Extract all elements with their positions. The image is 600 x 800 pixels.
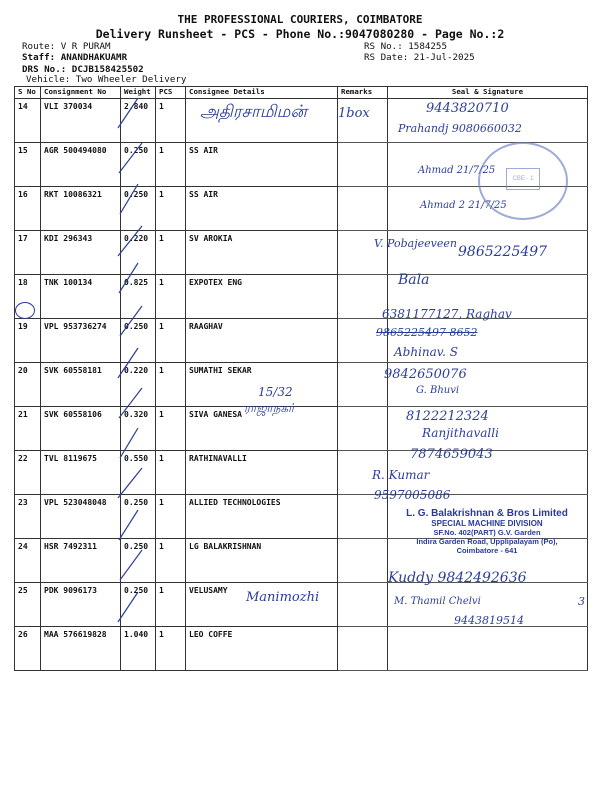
- row26-phone-handwriting: 9443819514: [454, 614, 524, 627]
- row-pcs: 1: [156, 407, 186, 451]
- row-sno: 25: [15, 583, 41, 627]
- row-consignment-no: SVK 60558106: [41, 407, 121, 451]
- row17-phone-handwriting: 9865225497: [458, 244, 548, 260]
- row14-consignee-handwriting: அதிரசாமிமன்: [200, 102, 307, 122]
- row23-phone-handwriting: 9597005086: [374, 488, 451, 502]
- stamp-division: SPECIAL MACHINE DIVISION: [431, 519, 543, 528]
- row-sno: 17: [15, 231, 41, 275]
- row-remarks: [338, 583, 388, 627]
- row-consignment-no: AGR 500494080: [41, 143, 121, 187]
- rs-date: RS Date: 21-Jul-2025: [364, 52, 475, 63]
- round-seal-stamp: [478, 142, 568, 220]
- row-sno: 18: [15, 275, 41, 319]
- row14-phone-handwriting: 9443820710: [426, 101, 509, 116]
- stamp-company-name: L. G. Balakrishnan & Bros Limited: [406, 508, 568, 519]
- row-consignment-no: MAA 576619828: [41, 627, 121, 671]
- col-consignment: Consignment No: [41, 87, 121, 99]
- table-row: [15, 319, 588, 363]
- row-weight: 0.320: [121, 407, 156, 451]
- row-remarks: [338, 539, 388, 583]
- row-consignee: RATHINAVALLI: [186, 451, 338, 495]
- row-pcs: 1: [156, 583, 186, 627]
- row-weight: 0.550: [121, 451, 156, 495]
- row-consignee: SS AIR: [186, 143, 338, 187]
- row-consignment-no: KDI 296343: [41, 231, 121, 275]
- row-weight: 0.250: [121, 187, 156, 231]
- row-weight: 0.250: [121, 495, 156, 539]
- row-sno: 16: [15, 187, 41, 231]
- row-consignment-no: TVL 8119675: [41, 451, 121, 495]
- row-sno: 24: [15, 539, 41, 583]
- row-remarks: [338, 627, 388, 671]
- row-pcs: 1: [156, 363, 186, 407]
- row14-signature: Prahandj 9080660032: [398, 122, 522, 135]
- row-weight: 0.250: [121, 539, 156, 583]
- row-pcs: 1: [156, 627, 186, 671]
- table-row: [15, 407, 588, 451]
- rs-number: RS No.: 1584255: [364, 41, 447, 52]
- row-consignee: VELUSAMY: [186, 583, 338, 627]
- row-weight: 0.250: [121, 583, 156, 627]
- row18-signature: Bala: [398, 272, 430, 288]
- row-consignee: SV AROKIA: [186, 231, 338, 275]
- row-remarks: [338, 363, 388, 407]
- row21-consignee-note2: ராஜாநகர்: [244, 401, 295, 415]
- table-row: [15, 363, 588, 407]
- stamp-line2: Indira Garden Road, Upplipalayam (Po),: [416, 537, 558, 546]
- row-sno: 26: [15, 627, 41, 671]
- row-pcs: 1: [156, 99, 186, 143]
- row21-consignee-note1: 15/32: [258, 385, 293, 399]
- row-sno: 19: [15, 319, 41, 363]
- col-weight: Weight: [121, 87, 156, 99]
- row21-phone-handwriting: 8122212324: [406, 409, 489, 424]
- row19-circle-mark: [15, 302, 35, 319]
- col-sno: S No: [15, 87, 41, 99]
- company-stamp: [382, 508, 592, 555]
- table-row: [15, 451, 588, 495]
- row-consignment-no: HSR 7492311: [41, 539, 121, 583]
- table-header-row: [15, 87, 588, 99]
- row-consignment-no: SVK 60558181: [41, 363, 121, 407]
- col-pcs: PCS: [156, 87, 186, 99]
- row-consignee: EXPOTEX ENG: [186, 275, 338, 319]
- row-weight: 0.220: [121, 363, 156, 407]
- row20-phone-handwriting: 9842650076: [384, 367, 467, 382]
- row-pcs: 1: [156, 275, 186, 319]
- row22-phone-handwriting: 7874659043: [410, 447, 493, 462]
- row17-signature: V. Pobajeeveen: [374, 237, 457, 250]
- row-pcs: 1: [156, 187, 186, 231]
- row-consignee: SUMATHI SEKAR: [186, 363, 338, 407]
- staff-label: Staff: ANANDHAKUAMR: [22, 52, 128, 63]
- row-weight: 0.825: [121, 275, 156, 319]
- row-remarks: [338, 275, 388, 319]
- row-sno: 14: [15, 99, 41, 143]
- row-consignee: SS AIR: [186, 187, 338, 231]
- row-sno: 20: [15, 363, 41, 407]
- row19-signature: 6381177127, Raghav: [382, 307, 512, 321]
- row-consignment-no: TNK 100134: [41, 275, 121, 319]
- row21-signature: G. Bhuvi: [416, 385, 460, 396]
- stamp-line1: SF.No. 402(PART) G.V. Garden: [433, 528, 541, 537]
- col-remarks: Remarks: [338, 87, 388, 99]
- row-remarks: [338, 187, 388, 231]
- drs-label: DRS No.: DCJB158425502: [22, 64, 144, 75]
- row26-signature: M. Thamil Chelvi: [394, 596, 481, 607]
- row-pcs: 1: [156, 451, 186, 495]
- row19-struck-text: 9865225497 8652: [376, 326, 478, 339]
- row15-signature: Ahmad 21/7/25: [418, 165, 496, 176]
- row-consignment-no: VPL 953736274: [41, 319, 121, 363]
- row26-consignee-note: Manimozhi: [246, 590, 320, 605]
- col-consignee: Consignee Details: [186, 87, 338, 99]
- row25-signature: Kuddy 9842492636: [388, 570, 527, 586]
- round-seal-text: CBE - 1: [506, 168, 540, 190]
- row-pcs: 1: [156, 231, 186, 275]
- row-consignment-no: VLI 370034: [41, 99, 121, 143]
- route-label: Route: V R PURAM: [22, 41, 111, 52]
- row-consignee: LG BALAKRISHNAN: [186, 539, 338, 583]
- row-sno: 23: [15, 495, 41, 539]
- row-sno: 15: [15, 143, 41, 187]
- row-consignee: RAAGHAV: [186, 319, 338, 363]
- company-title: THE PROFESSIONAL COURIERS, COIMBATORE: [177, 13, 423, 26]
- row-remarks: [338, 143, 388, 187]
- row-consignment-no: PDK 9096173: [41, 583, 121, 627]
- row-sno: 22: [15, 451, 41, 495]
- row-weight: 0.250: [121, 143, 156, 187]
- row-consignee: ALLIED TECHNOLOGIES: [186, 495, 338, 539]
- row20-signature: Abhinav. S: [394, 345, 459, 359]
- row-pcs: 1: [156, 539, 186, 583]
- row-seal-signature: [388, 627, 588, 671]
- row-pcs: 1: [156, 319, 186, 363]
- row-pcs: 1: [156, 495, 186, 539]
- col-seal: Seal & Signature: [388, 87, 588, 99]
- row-weight: 1.040: [121, 627, 156, 671]
- row16-signature: Ahmad 2 21/7/25: [420, 200, 507, 211]
- row-remarks: [338, 407, 388, 451]
- row-consignee: LEO COFFE: [186, 627, 338, 671]
- row-consignee: SIVA GANESA: [186, 407, 338, 451]
- row-sno: 21: [15, 407, 41, 451]
- row-weight: 2.840: [121, 99, 156, 143]
- row23-signature: R. Kumar: [372, 468, 430, 482]
- row26-number: 3: [578, 595, 585, 608]
- row-consignment-no: VPL 523048048: [41, 495, 121, 539]
- row-weight: 0.250: [121, 319, 156, 363]
- row-consignment-no: RKT 10086321: [41, 187, 121, 231]
- vehicle-label: Vehicle: Two Wheeler Delivery: [26, 74, 187, 85]
- stamp-line3: Coimbatore - 641: [456, 546, 518, 555]
- runsheet-title: Delivery Runsheet - PCS - Phone No.:9047080280 - Page No.:2: [95, 27, 505, 41]
- row22-signature: Ranjithavalli: [422, 426, 499, 440]
- row14-remarks-handwriting: 1box: [338, 106, 370, 121]
- row-pcs: 1: [156, 143, 186, 187]
- row-weight: 0.220: [121, 231, 156, 275]
- table-row: [15, 627, 588, 671]
